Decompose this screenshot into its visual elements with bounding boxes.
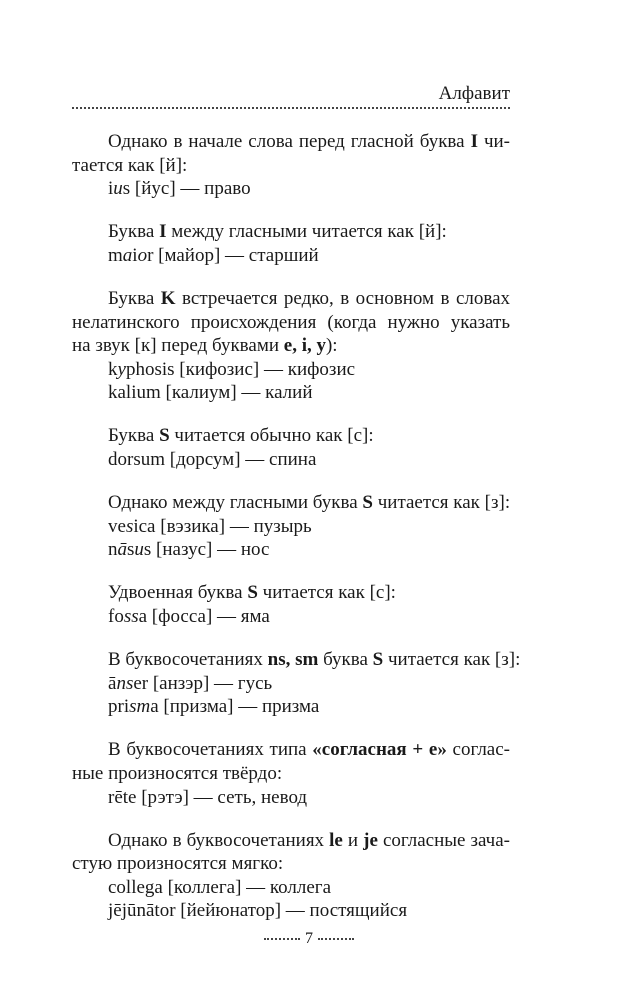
example-line	[72, 876, 510, 900]
italic-text: ns	[116, 672, 134, 694]
text-run: между гласными читается как [й]:	[166, 221, 447, 243]
text-run: читается обычно как [с]:	[169, 425, 374, 447]
example-line	[72, 177, 510, 201]
bold-text: «согласная + е»	[312, 739, 447, 761]
text-run: k	[108, 358, 118, 380]
text-run: rēte [рэтэ] — сеть, невод	[108, 786, 308, 808]
example-line	[72, 672, 510, 696]
text-run: er [анзэр] — гусь	[133, 672, 273, 694]
text-run: В буквосочетаниях	[108, 649, 268, 671]
paragraph	[72, 130, 510, 201]
bold-text: I	[470, 131, 478, 152]
page-number: 7	[305, 930, 313, 947]
paragraph	[72, 648, 521, 719]
text-run: ):	[325, 335, 338, 357]
bold-text: le	[329, 829, 343, 851]
example-line	[72, 605, 510, 629]
paragraph	[72, 829, 510, 923]
example-line	[72, 381, 510, 405]
paragraph-line	[72, 287, 510, 311]
paragraph-line	[72, 491, 510, 515]
paragraph	[72, 220, 510, 267]
italic-text: ā	[117, 539, 127, 561]
italic-text: a	[122, 244, 133, 266]
text-run: Буква	[108, 287, 161, 309]
text-run: читается как [з]:	[383, 649, 521, 671]
text-run: Буква	[108, 425, 160, 447]
footer-dots-right	[318, 938, 354, 940]
text-run: тается как [й]:	[72, 154, 188, 176]
italic-text: u	[113, 178, 123, 200]
text-run: чи-	[477, 131, 510, 152]
text-run: m	[108, 244, 123, 266]
text-run: kalium [калиум] — калий	[108, 382, 313, 404]
text-run: Буква	[108, 221, 160, 243]
paragraph-line	[72, 154, 510, 178]
text-run: Однако в начале слова перед гласной буква	[108, 131, 471, 152]
text-run: соглас-	[446, 739, 510, 761]
bold-text: S	[362, 492, 373, 514]
italic-text: o	[137, 244, 148, 266]
text-run: ные произносятся твёрдо:	[72, 762, 283, 784]
text-run: Однако между гласными буква	[108, 492, 363, 514]
text-run: читается как [з]:	[372, 492, 511, 514]
paragraph	[72, 581, 510, 628]
footer-dots-left	[264, 938, 300, 940]
paragraph-line	[72, 581, 510, 605]
bold-text: S	[247, 582, 258, 604]
example-line	[72, 358, 510, 382]
text-run: на звук [к] перед буквами	[72, 335, 284, 357]
text-run: fo	[108, 606, 124, 627]
italic-text: u	[134, 539, 144, 561]
text-run: dorsum [дорсум] — спина	[108, 449, 317, 471]
page-number-footer	[0, 927, 618, 951]
paragraph-line	[72, 130, 510, 154]
text-run: согласные зача-	[377, 829, 510, 851]
italic-text: y	[117, 358, 126, 380]
paragraph-line	[72, 311, 510, 335]
text-run: встречается редко, в основном в словах	[175, 287, 511, 309]
text-run: n	[108, 539, 118, 561]
example-line	[72, 695, 510, 719]
text-run: jējūnātor [йейюнатор] — постящийся	[108, 900, 408, 922]
text-run: Удвоенная буква	[108, 582, 248, 604]
text-run: phosis [кифозис] — кифозис	[125, 358, 356, 380]
bold-text: I	[159, 221, 167, 243]
example-line	[72, 244, 510, 268]
text-run: s	[127, 539, 135, 561]
paragraph	[72, 424, 510, 471]
bold-text: K	[160, 287, 176, 309]
text-run: В буквосочетаниях типа	[108, 739, 313, 761]
text-run: ve	[108, 515, 126, 537]
text-run: pri	[108, 696, 130, 718]
example-line	[72, 899, 510, 923]
page-body	[72, 130, 521, 943]
text-run: i	[133, 515, 139, 537]
text-run: s [йус] — право	[122, 178, 251, 200]
example-line	[72, 515, 510, 539]
italic-text: ss	[123, 606, 139, 627]
paragraph	[72, 738, 510, 809]
text-run: стую произносятся мягко:	[72, 853, 284, 875]
text-run: нелатинского происхождения (когда нужно указать	[72, 311, 510, 333]
paragraph-line	[72, 762, 510, 786]
bold-text: je	[363, 829, 378, 851]
bold-text: e, i, y	[283, 335, 326, 357]
text-run: i	[108, 178, 114, 200]
text-run: a [фосса] — яма	[138, 606, 270, 627]
italic-text: s	[125, 515, 134, 537]
header-dotted-rule	[72, 107, 510, 109]
italic-text: sm	[129, 696, 151, 718]
paragraph-line	[72, 829, 510, 853]
text-run: ā	[108, 672, 117, 694]
paragraph-line	[72, 738, 510, 762]
text-run: и	[342, 829, 364, 851]
text-run: i	[132, 244, 138, 266]
text-run: ca [вэзика] — пузырь	[138, 515, 312, 537]
text-run: Однако в буквосочетаниях	[108, 829, 330, 851]
paragraph-line	[72, 424, 510, 448]
text-run: a [призма] — призма	[150, 696, 320, 718]
paragraph	[72, 287, 510, 405]
paragraph-line	[72, 334, 510, 358]
text-run: r [майор] — старший	[147, 244, 319, 266]
text-run: collega [коллега] — коллега	[108, 876, 332, 898]
bold-text: ns, sm	[267, 649, 319, 671]
text-run: буква	[318, 649, 373, 671]
example-line	[72, 448, 510, 472]
example-line	[72, 538, 510, 562]
bold-text: S	[159, 425, 170, 447]
paragraph	[72, 491, 510, 562]
paragraph-line	[72, 220, 510, 244]
bold-text: S	[372, 649, 384, 671]
example-line	[72, 786, 510, 810]
paragraph-line	[72, 852, 510, 876]
text-run: читается как [с]:	[257, 582, 396, 604]
running-header: Алфавит	[438, 83, 510, 104]
text-run: s [назус] — нос	[143, 539, 270, 561]
paragraph-line	[72, 648, 521, 672]
